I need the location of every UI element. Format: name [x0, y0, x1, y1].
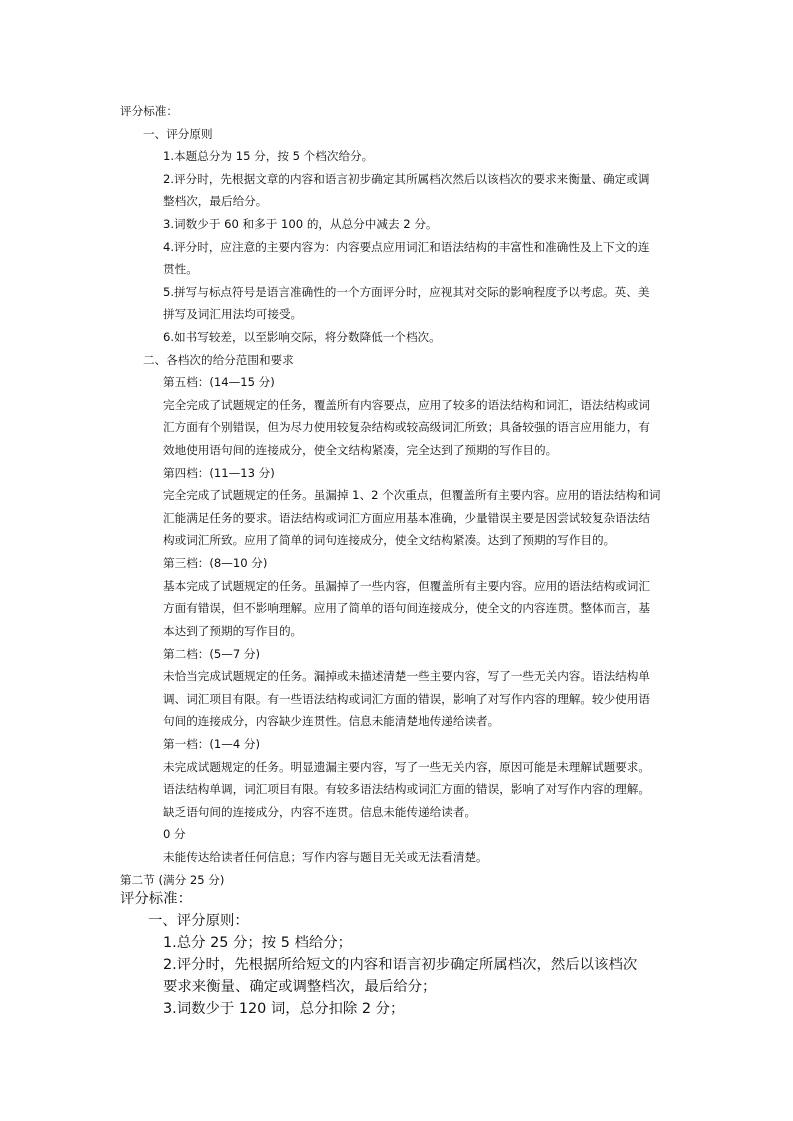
- grade-title: 0 分: [163, 827, 186, 841]
- heading: 评分标准：: [120, 104, 178, 118]
- grade-title: 第二档：(5—7 分): [163, 647, 261, 661]
- grade-title: 第一档：(1—4 分): [163, 737, 261, 751]
- paragraph: 方面有错误，但不影响理解。应用了简单的语句间连接成分，使全文的内容连贯。整体而言，基: [163, 601, 650, 615]
- paragraph: 1.总分 25 分；按 5 档给分；: [163, 935, 353, 951]
- paragraph: 5.拼写与标点符号是语言准确性的一个方面评分时，应视其对交际的影响程度予以考虑。英、美: [163, 285, 650, 299]
- paragraph: 汇能满足任务的要求。语法结构或词汇方面应用基本准确，少量错误主要是因尝试较复杂语法结: [163, 511, 650, 525]
- paragraph: 未完成试题规定的任务。明显遗漏主要内容，写了一些无关内容，原因可能是未理解试题要求。: [163, 760, 650, 774]
- paragraph: 3.词数少于 60 和多于 100 的，从总分中减去 2 分。: [163, 217, 438, 231]
- heading: 评分标准：: [120, 891, 192, 907]
- section-title: 二、各档次的给分范围和要求: [143, 353, 294, 367]
- grade-title: 第三档：(8—10 分): [163, 556, 268, 570]
- paragraph: 未恰当完成试题规定的任务。漏掉或未描述清楚一些主要内容，写了一些无关内容。语法结构单: [163, 669, 650, 683]
- paragraph: 整档次，最后给分。: [163, 194, 268, 208]
- paragraph: 拼写及词汇用法均可接受。: [163, 307, 303, 321]
- paragraph: 未能传达给读者任何信息；写作内容与题目无关或无法看清楚。: [163, 850, 488, 864]
- paragraph: 构或词汇所致。应用了简单的词句连接成分，使全文结构紧凑。达到了预期的写作目的。: [163, 533, 616, 547]
- paragraph: 基本完成了试题规定的任务。虽漏掉了一些内容，但覆盖所有主要内容。应用的语法结构或词汇: [163, 579, 650, 593]
- paragraph: 3.词数少于 120 词，总分扣除 2 分；: [163, 1001, 405, 1017]
- section-title: 一、评分原则：: [148, 913, 249, 929]
- paragraph: 完全完成了试题规定的任务。虽漏掉 1、2 个次重点，但覆盖所有主要内容。应用的语法结构和词: [163, 488, 661, 502]
- paragraph: 效地使用语句间的连接成分，使全文结构紧凑，完全达到了预期的写作目的。: [163, 443, 558, 457]
- paragraph: 4.评分时，应注意的主要内容为：内容要点应用词汇和语法结构的丰富性和准确性及上下文的连: [163, 240, 650, 254]
- paragraph: 缺乏语句间的连接成分，内容不连贯。信息未能传递给读者。: [163, 805, 477, 819]
- part-title: 第二节 (满分 25 分): [120, 873, 225, 887]
- grade-title: 第四档：(11—13 分): [163, 466, 275, 480]
- grade-title: 第五档：(14—15 分): [163, 375, 275, 389]
- paragraph: 1.本题总分为 15 分，按 5 个档次给分。: [163, 149, 374, 163]
- paragraph: 2.评分时，先根据所给短文的内容和语言初步确定所属档次，然后以该档次: [163, 957, 638, 973]
- paragraph: 完全完成了试题规定的任务，覆盖所有内容要点，应用了较多的语法结构和词汇，语法结构或词: [163, 398, 650, 412]
- paragraph: 汇方面有个别错误，但为尽力使用较复杂结构或较高级词汇所致；具备较强的语言应用能力，有: [163, 420, 650, 434]
- paragraph: 要求来衡量、确定或调整档次，最后给分；: [163, 979, 437, 995]
- paragraph: 句间的连接成分，内容缺少连贯性。信息未能清楚地传递给读者。: [163, 714, 500, 728]
- paragraph: 贯性。: [163, 262, 198, 276]
- paragraph: 调、词汇项目有限。有一些语法结构或词汇方面的错误，影响了对写作内容的理解。较少使用语: [163, 692, 650, 706]
- paragraph: 2.评分时，先根据文章的内容和语言初步确定其所属档次然后以该档次的要求来衡量、确定或调: [163, 172, 650, 186]
- paragraph: 本达到了预期的写作目的。: [163, 624, 303, 638]
- paragraph: 语法结构单调，词汇项目有限。有较多语法结构或词汇方面的错误，影响了对写作内容的理解。: [163, 782, 650, 796]
- paragraph: 6.如书写较差，以至影响交际，将分数降低一个档次。: [163, 330, 441, 344]
- section-title: 一、评分原则: [143, 127, 213, 141]
